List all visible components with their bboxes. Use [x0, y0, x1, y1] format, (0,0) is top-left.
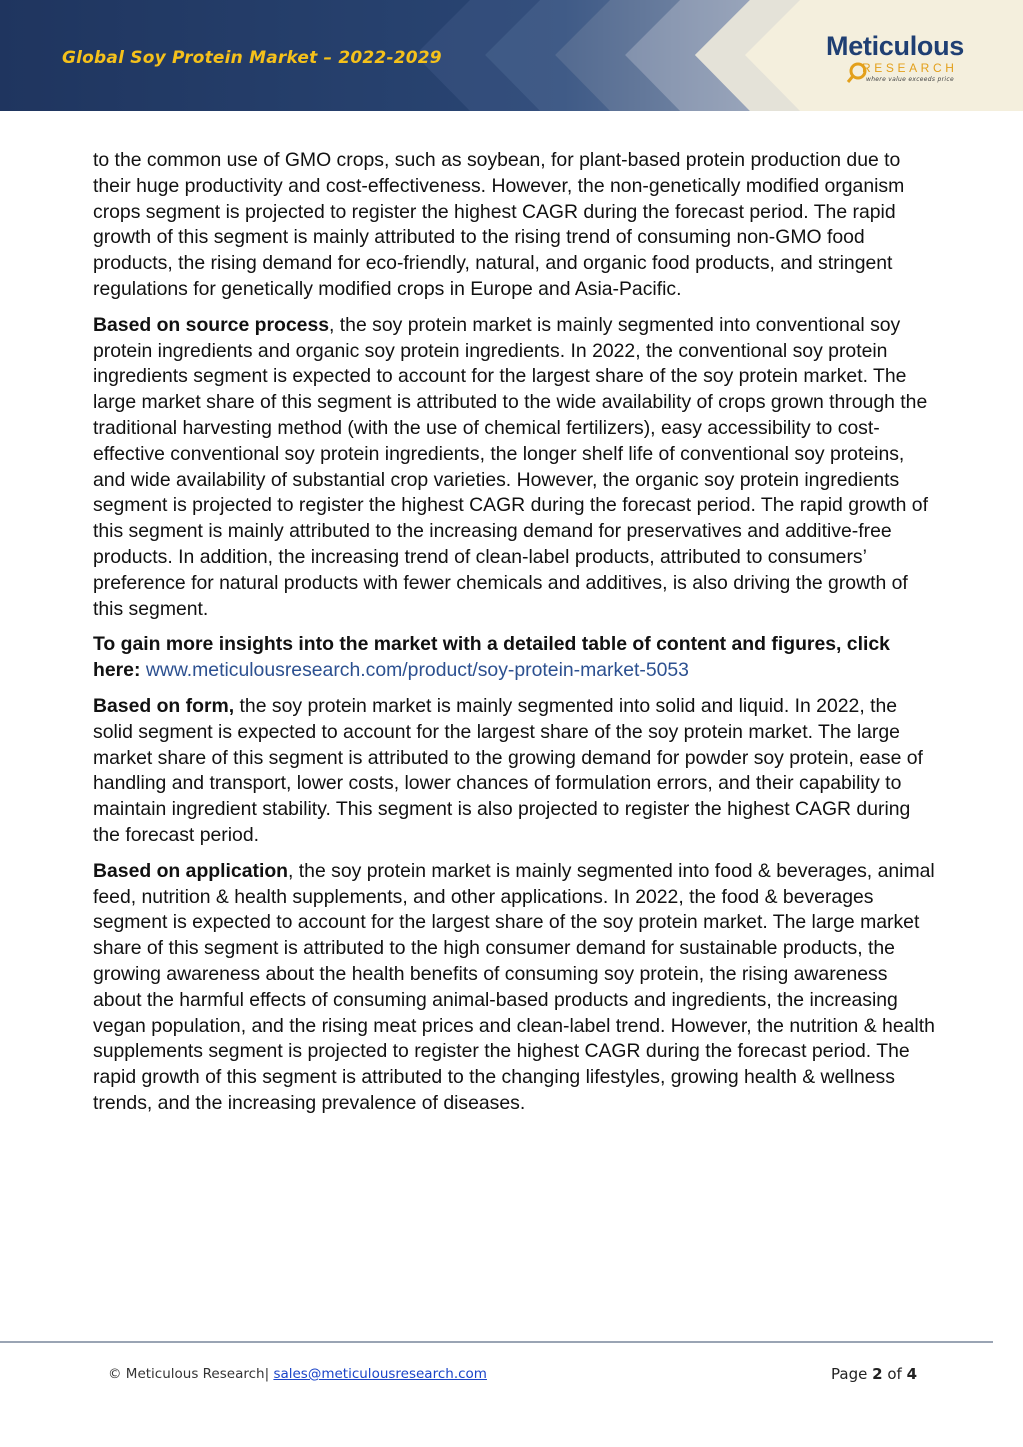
paragraph-text: , the soy protein market is mainly segmented into food & beverages, animal feed, nutrition & health supplements, and other applications. In 2022, the food & beverages segment is expected to account for the largest share of the soy protein market. The large market share of this segment is attributed to the high consumer demand for sustainable products, the growing awareness about the health benefits of consuming soy protein, the rising awareness about the harmful effects of consuming animal-based products and ingredients, the increasing vegan population, and the rising meat prices and clean-label trend. However, the nutrition & health supplements segment is projected to register the highest CAGR during the forecast period. The rapid growth of this segment is attributed to the changing lifestyles, growing health & wellness trends, and the increasing prevalence of diseases.: [93, 859, 935, 1114]
logo-tagline: where value exceeds price: [866, 76, 954, 83]
page-number: [831, 1365, 917, 1383]
report-title: Global Soy Protein Market – 2022-2029: [62, 48, 442, 68]
footer-copyright: [108, 1366, 487, 1382]
page-header: [0, 0, 1023, 111]
paragraph-heading: Based on application: [93, 859, 289, 882]
product-page-link[interactable]: www.meticulousresearch.com/product/soy-protein-market-5053: [145, 659, 689, 682]
meticulous-research-logo: [824, 31, 966, 87]
paragraph-heading: Based on form,: [93, 694, 235, 717]
insights-callout: [93, 632, 938, 684]
logo-subtitle: RESEARCH: [862, 61, 958, 75]
current-page: 2: [872, 1365, 883, 1383]
paragraph-text: , the soy protein market is mainly segmented into conventional soy protein ingredients and organic soy protein ingredients. In 2022, the conventional soy protein ingredients segment is expected to account for the largest share of the soy protein market. The large market share of this segment is attributed to the wide availability of crops grown through the traditional harvesting method (with the use of chemical fertilizers), easy accessibility to cost-effective conventional soy protein ingredients, the longer shelf life of conventional soy proteins, and wide availability of substantial crop varieties. However, the organic soy protein ingredients segment is projected to register the highest CAGR during the forecast period. The rapid growth of this segment is mainly attributed to the increasing demand for preservatives and additive-free products. In addition, the increasing trend of clean-label products, attributed to consumers’ preference for natural products with fewer chemicals and additives, is also driving the growth of this segment.: [93, 313, 928, 620]
paragraph-text: the soy protein market is mainly segmented into solid and liquid. In 2022, the solid segment is expected to account for the largest share of the soy protein market. The large market share of this segment is attributed to the growing demand for powder soy protein, ease of handling and transport, lower costs, lower chances of formulation errors, and their capability to maintain ingredient stability. This segment is also projected to register the highest CAGR during the forecast period.: [93, 694, 923, 846]
report-body: [93, 148, 938, 1127]
total-pages: 4: [906, 1365, 918, 1383]
paragraph-form: [93, 694, 938, 849]
page-of-label: of: [887, 1365, 902, 1383]
paragraph-gmo: to the common use of GMO crops, such as soybean, for plant-based protein production due to their huge productivity and cost-effectiveness. However, the non-genetically modified organism crops segment is projected to register the highest CAGR during the forecast period. The rapid growth of this segment is mainly attributed to the rising trend of consuming non-GMO food products, the rising demand for eco-friendly, natural, and organic food products, and stringent regulations for genetically modified crops in Europe and Asia-Pacific.: [93, 149, 905, 300]
paragraph-heading: Based on source process: [93, 313, 330, 336]
page-label: Page: [831, 1365, 868, 1383]
paragraph-source-process: [93, 313, 938, 623]
copyright-text: © Meticulous Research|: [108, 1366, 270, 1382]
logo-name: Meticulous: [826, 31, 965, 61]
insights-label: To gain more insights into the market with a detailed table of content and figures, click here:: [93, 633, 890, 682]
paragraph-application: [93, 859, 938, 1117]
sales-email-link[interactable]: sales@meticulousresearch.com: [273, 1366, 487, 1382]
footer-divider: [0, 1341, 993, 1343]
